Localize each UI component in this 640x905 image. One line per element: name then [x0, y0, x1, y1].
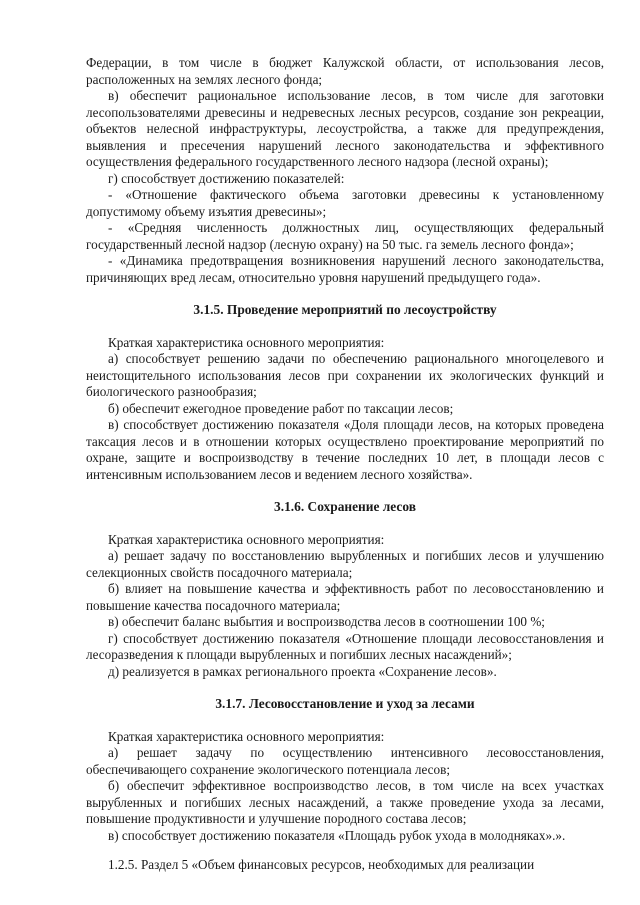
section-heading: 3.1.5. Проведение мероприятий по лесоустройству	[193, 302, 497, 317]
paragraph: г) способствует достижению показателей:	[108, 170, 345, 186]
paragraph: - «Средняя численность должностных лиц, осуществляющих федеральный государственный лесной надзор (лесную охрану) на 50 тыс. га земель лесного фонда»;	[86, 220, 604, 252]
paragraph: - «Динамика предотвращения возникновения нарушений лесного законодательства, причиняющих вред лесам, относительно уровня нарушений предыдущего года».	[86, 253, 604, 285]
paragraph: а) решает задачу по осуществлению интенсивного лесовосстановления, обеспечивающего сохранение экологического потенциала лесов;	[86, 745, 604, 777]
paragraph: г) способствует достижению показателя «Отношение площади лесовосстановления и лесоразведения к площади вырубленных и погибших лесных насаждений»;	[86, 630, 604, 662]
paragraph: Краткая характеристика основного мероприятия:	[108, 334, 385, 350]
paragraph: Краткая характеристика основного мероприятия:	[108, 728, 385, 744]
paragraph: в) обеспечит рациональное использование лесов, в том числе для заготовки лесопользователями древесины и недревесных лесных ресурсов, создание зон рекреации, объектов нелесной инфраструктуры, лесоустройства, а также для предупреждения, выявления и пресечения нарушений лесного законодательства и эффективного осуществления федерального государственного лесного надзора (лесной охраны);	[86, 88, 604, 169]
paragraph: д) реализуется в рамках регионального проекта «Сохранение лесов».	[108, 663, 497, 679]
paragraph: - «Отношение фактического объема заготовки древесины к установленному допустимому объему изъятия древесины»;	[86, 187, 604, 219]
paragraph: б) влияет на повышение качества и эффективность работ по лесовосстановлению и повышение качества посадочного материала;	[86, 581, 604, 613]
paragraph: б) обеспечит эффективное воспроизводство лесов, в том числе на всех участках вырубленных и погибших лесных насаждений, а также проведение ухода за лесами, повышение продуктивности и улучшение породного состава лесов;	[86, 778, 604, 826]
section-heading: 3.1.7. Лесовосстановление и уход за лесами	[215, 696, 475, 711]
paragraph: а) способствует решению задачи по обеспечению рационального многоцелевого и неистощительного использования лесов при сохранении их экологических функций и биологического разнообразия;	[86, 351, 604, 399]
paragraph: в) способствует достижению показателя «Площадь рубок ухода в молодняках».».	[108, 827, 566, 843]
paragraph: Федерации, в том числе в бюджет Калужской области, от использования лесов, расположенных на землях лесного фонда;	[86, 55, 604, 87]
section-heading: 3.1.6. Сохранение лесов	[274, 499, 416, 514]
paragraph: 1.2.5. Раздел 5 «Объем финансовых ресурсов, необходимых для реализации	[108, 857, 535, 872]
paragraph: в) способствует достижению показателя «Доля площади лесов, на которых проведена таксация лесов и в отношении которых осуществлено проектирование мероприятий по охране, защите и воспроизводству в течение последних 10 лет, в площади лесов с интенсивным использованием лесов и ведением лесного хозяйства».	[86, 417, 604, 482]
paragraph: а) решает задачу по восстановлению вырубленных и погибших лесов и улучшению селекционных свойств посадочного материала;	[86, 548, 604, 580]
paragraph: Краткая характеристика основного мероприятия:	[108, 531, 385, 547]
paragraph: в) обеспечит баланс выбытия и воспроизводства лесов в соотношении 100 %;	[108, 614, 545, 629]
paragraph: б) обеспечит ежегодное проведение работ по таксации лесов;	[108, 400, 454, 416]
